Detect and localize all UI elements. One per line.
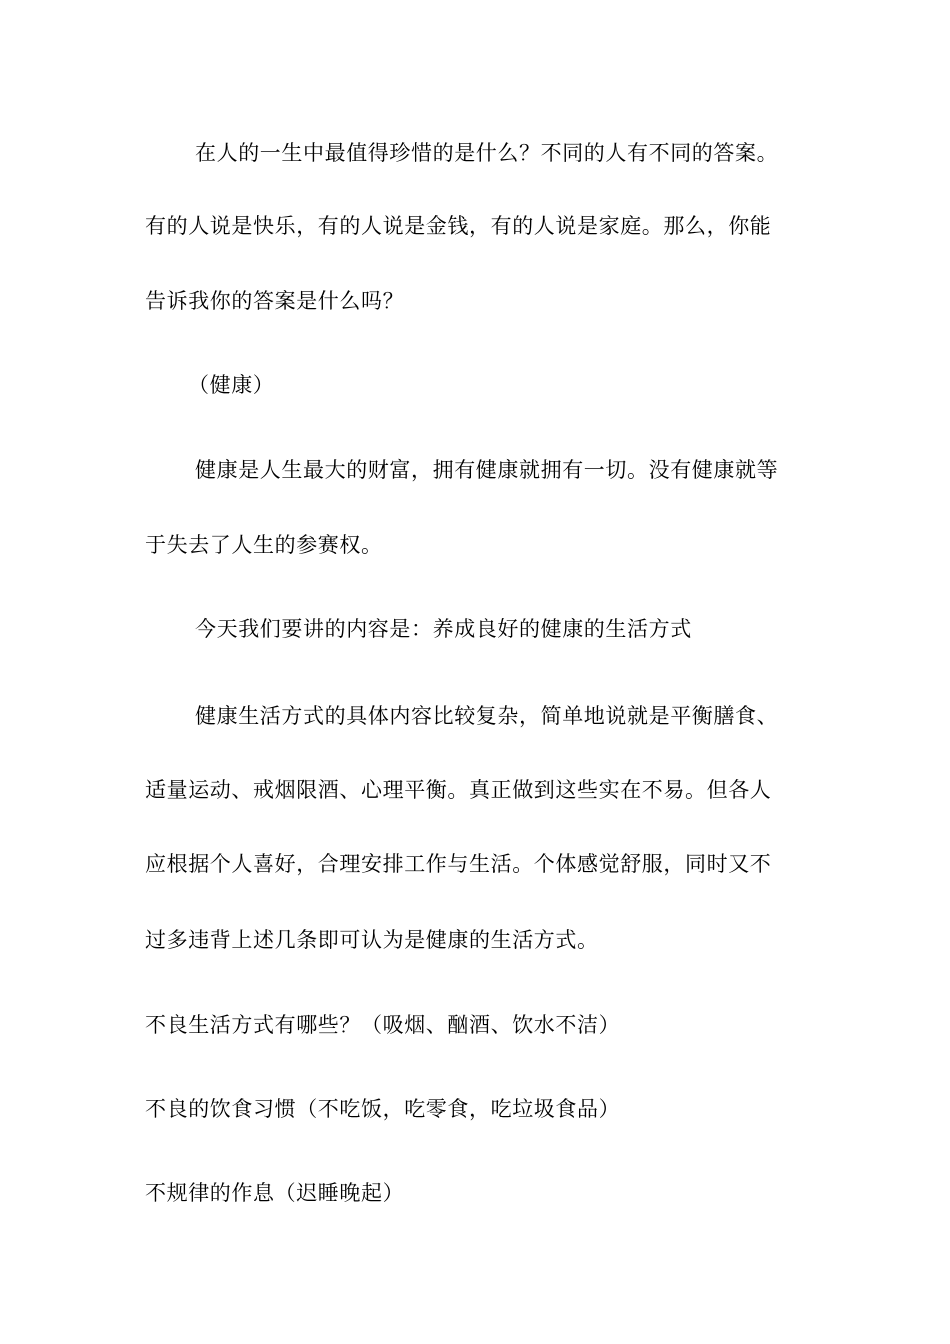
text-line: 健康是人生最大的财富，拥有健康就拥有一切。没有健康就等 [195,458,779,482]
text-line: 不良的饮食习惯（不吃饭，吃零食，吃垃圾食品） [145,1097,621,1121]
text-line: 告诉我你的答案是什么吗？ [145,289,405,313]
text-line: 不良生活方式有哪些？（吸烟、酗酒、饮水不洁） [145,1013,621,1037]
text-line: 今天我们要讲的内容是：养成良好的健康的生活方式 [195,617,692,641]
text-line: 有的人说是快乐，有的人说是金钱，有的人说是家庭。那么，你能 [145,214,772,238]
text-line: 适量运动、戒烟限酒、心理平衡。真正做到这些实在不易。但各人 [145,778,772,802]
text-line: 应根据个人喜好，合理安排工作与生活。个体感觉舒服，同时又不 [145,852,772,876]
text-line: （健康） [188,373,275,397]
text-line: 在人的一生中最值得珍惜的是什么？不同的人有不同的答案。 [195,141,779,165]
text-line: 健康生活方式的具体内容比较复杂，简单地说就是平衡膳食、 [195,704,779,728]
text-line: 过多违背上述几条即可认为是健康的生活方式。 [145,928,599,952]
text-line: 不规律的作息（迟睡晚起） [145,1181,405,1205]
text-line: 于失去了人生的参赛权。 [145,533,383,557]
